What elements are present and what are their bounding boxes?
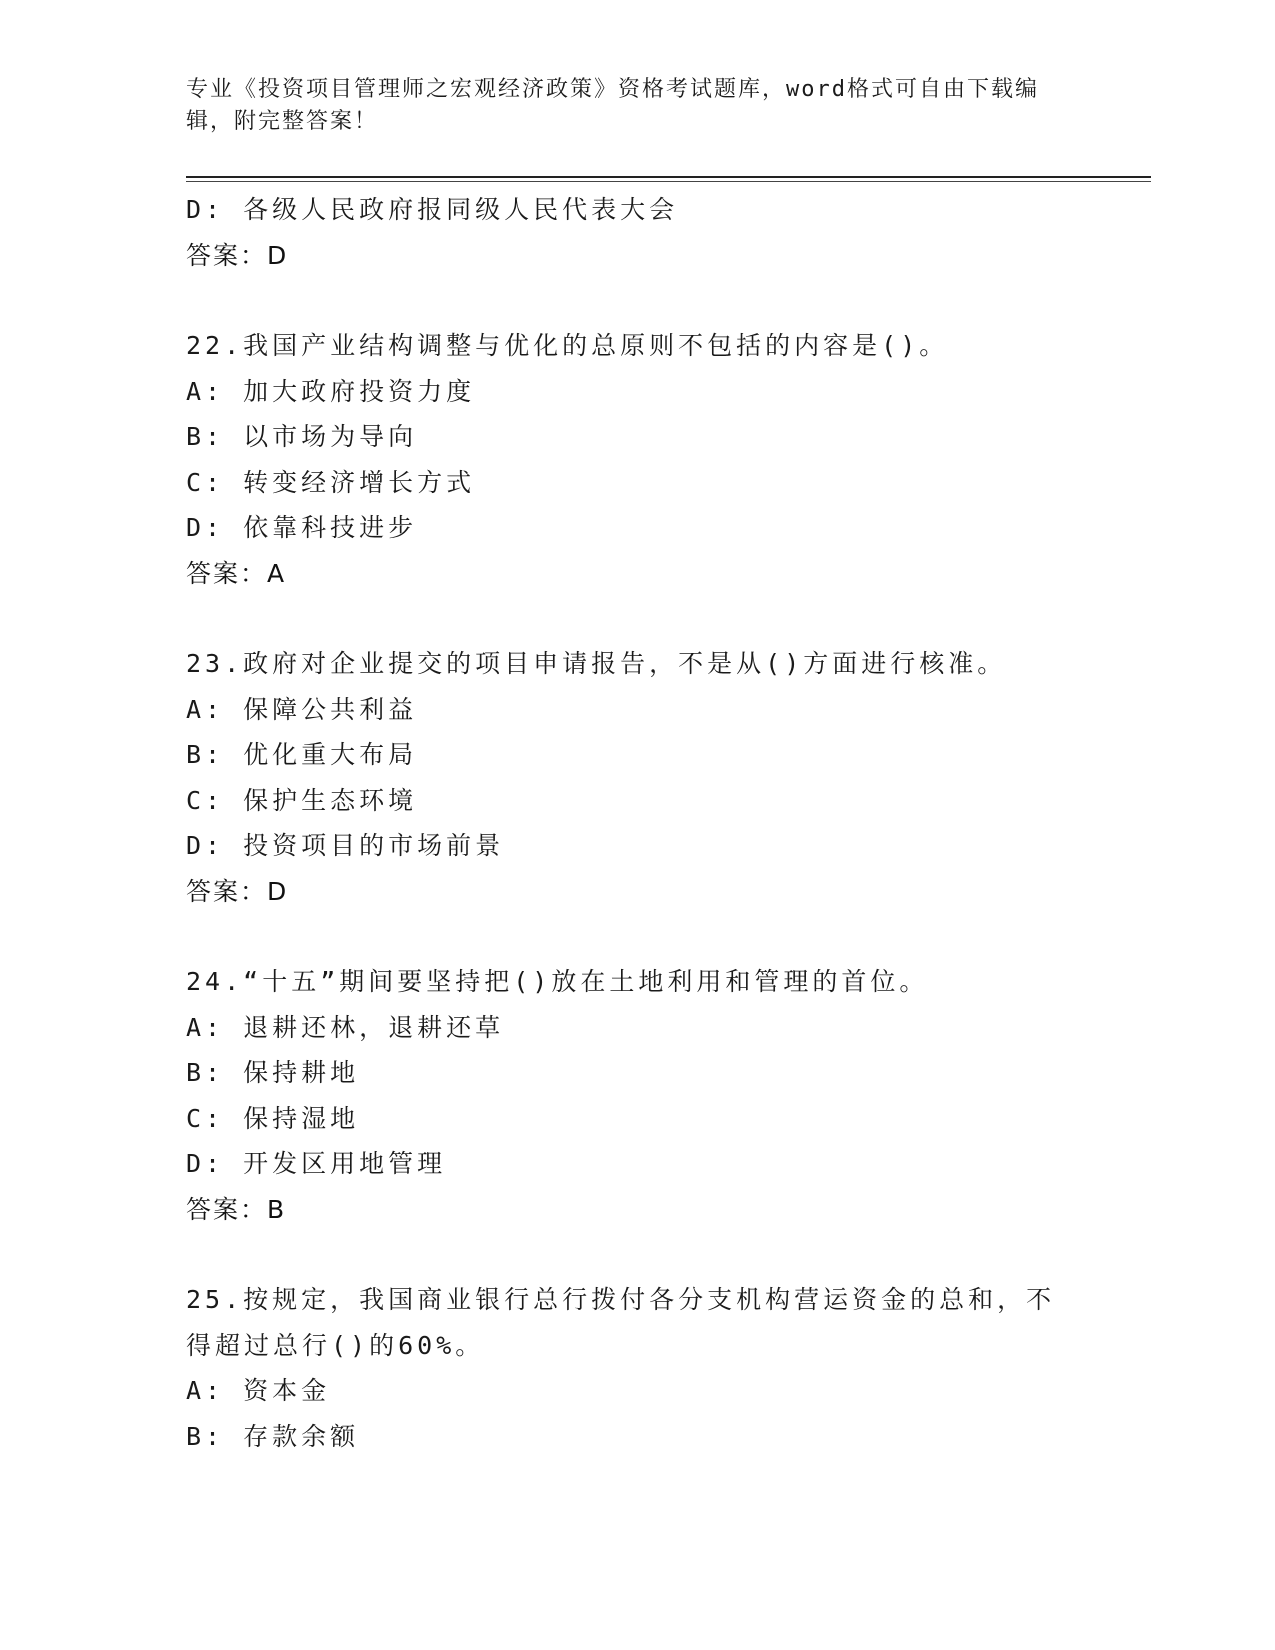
q23-option-d: D: 投资项目的市场前景 bbox=[186, 831, 505, 860]
q23-option-b: B: 优化重大布局 bbox=[186, 740, 418, 769]
q25-option-b: B: 存款余额 bbox=[186, 1421, 360, 1451]
q22-option-d: D: 依靠科技进步 bbox=[186, 513, 418, 542]
q22-stem: 22.我国产业结构调整与优化的总原则不包括的内容是()。 bbox=[186, 331, 949, 360]
q25-option-a: A: 资本金 bbox=[186, 1376, 331, 1405]
q22-option-c: C: 转变经济增长方式 bbox=[186, 467, 476, 497]
spacer bbox=[186, 914, 1066, 959]
q24-option-a: A: 退耕还林，退耕还草 bbox=[186, 1012, 505, 1042]
q24-stem: 24.“十五”期间要坚持把()放在土地利用和管理的首位。 bbox=[186, 967, 929, 996]
question-content bbox=[186, 187, 1066, 1459]
spacer bbox=[186, 596, 1066, 641]
q21-option-d: D: 各级人民政府报同级人民代表大会 bbox=[186, 195, 679, 224]
q23-option-a: A: 保障公共利益 bbox=[186, 694, 418, 724]
q24-option-d: D: 开发区用地管理 bbox=[186, 1149, 447, 1178]
q23-stem: 23.政府对企业提交的项目申请报告，不是从()方面进行核准。 bbox=[186, 649, 1007, 678]
q24-option-c: C: 保持湿地 bbox=[186, 1103, 360, 1133]
q22-answer: 答案：A bbox=[186, 558, 287, 588]
page-header-text: 专业《投资项目管理师之宏观经济政策》资格考试题库，word格式可自由下载编辑，附完整答案！ bbox=[186, 77, 1039, 134]
q21-answer: 答案：D bbox=[186, 240, 289, 270]
q22-option-a: A: 加大政府投资力度 bbox=[186, 376, 476, 406]
spacer bbox=[186, 1232, 1066, 1277]
q22-option-b: B: 以市场为导向 bbox=[186, 422, 418, 451]
q23-option-c: C: 保护生态环境 bbox=[186, 785, 418, 815]
q23-answer: 答案：D bbox=[186, 876, 289, 906]
header-divider-thin bbox=[186, 181, 1151, 182]
q24-answer: 答案：B bbox=[186, 1194, 287, 1224]
q24-option-b: B: 保持耕地 bbox=[186, 1058, 360, 1087]
header-divider-thick bbox=[186, 176, 1151, 178]
spacer bbox=[186, 278, 1066, 323]
q25-stem: 25.按规定，我国商业银行总行拨付各分支机构营运资金的总和，不得超过总行()的60%。 bbox=[186, 1285, 1056, 1360]
